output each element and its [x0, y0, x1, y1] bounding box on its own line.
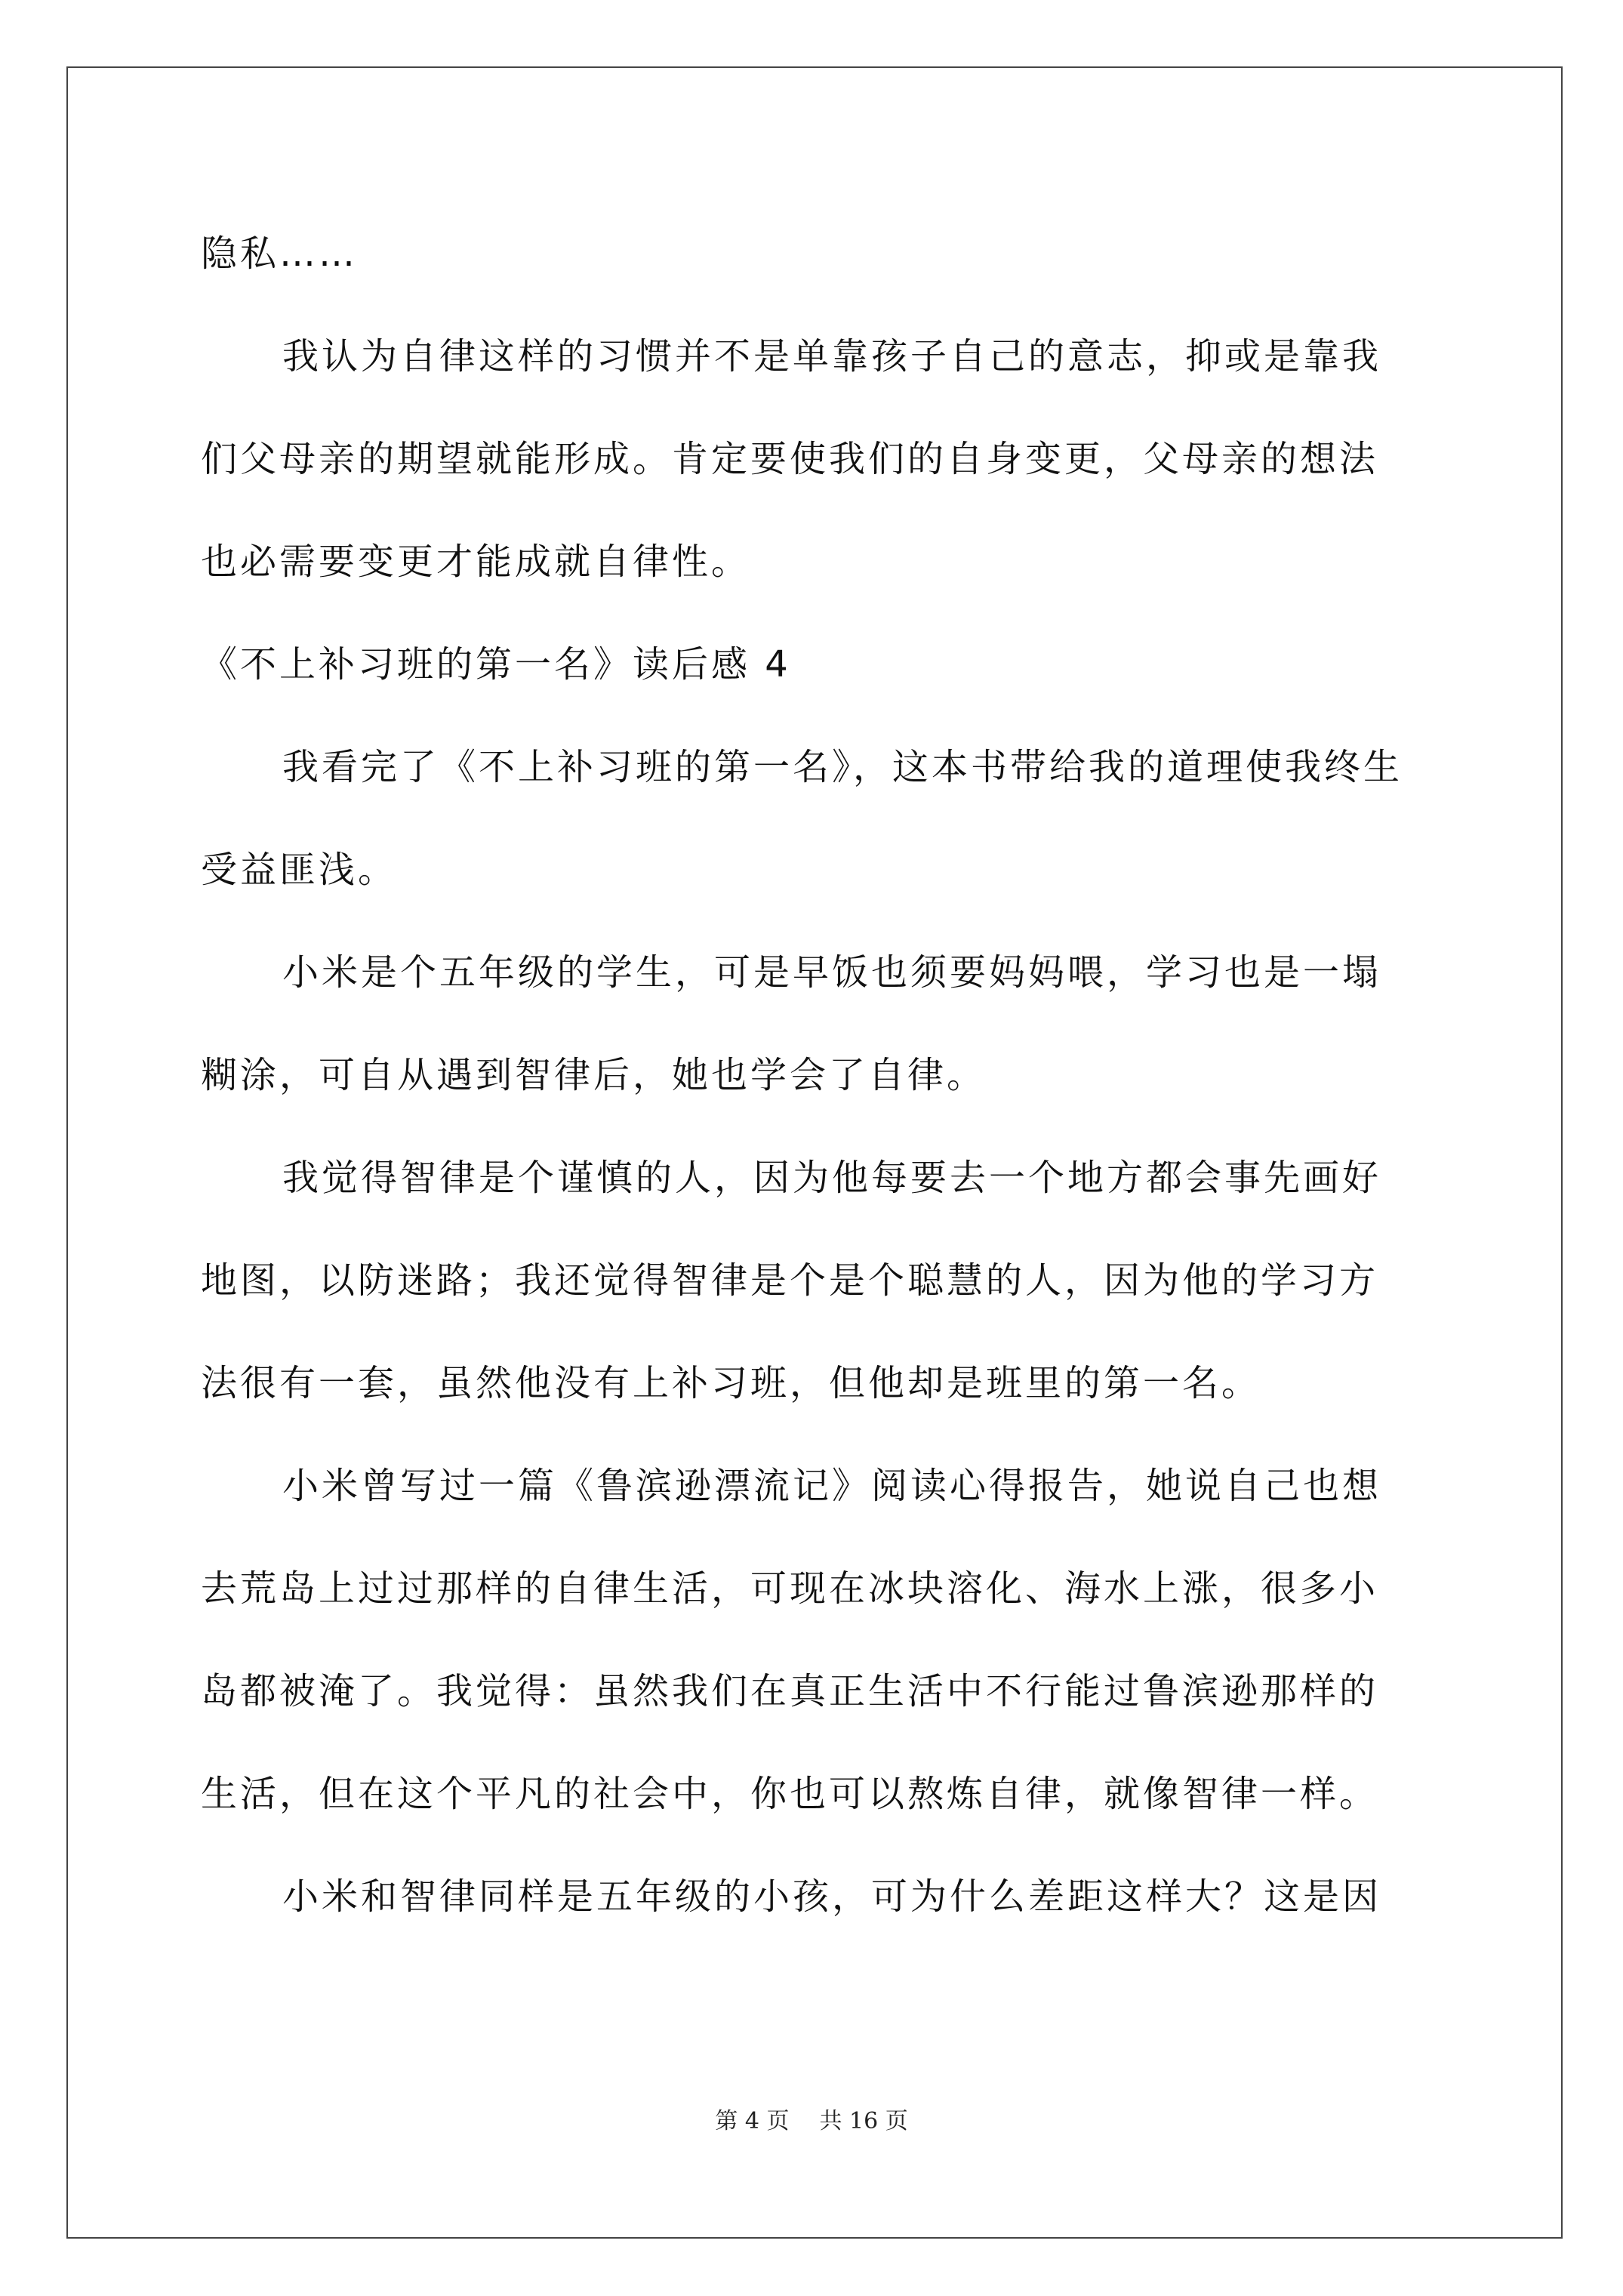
section-heading: 《不上补习班的第一名》读后感 4	[201, 643, 791, 686]
paragraph-line: 我认为自律这样的习惯并不是单靠孩子自己的意志，抑或是靠我	[282, 335, 1382, 378]
paragraph-line: 地图，以防迷路；我还觉得智律是个是个聪慧的人，因为他的学习方	[201, 1259, 1379, 1302]
paragraph-line: 法很有一套，虽然他没有上补习班，但他却是班里的第一名。	[201, 1362, 1261, 1404]
paragraph-line: 生活，但在这个平凡的社会中，你也可以熬炼自律，就像智律一样。	[201, 1773, 1379, 1815]
paragraph-line: 们父母亲的期望就能形成。肯定要使我们的自身变更，父母亲的想法	[201, 438, 1379, 480]
page-total: 共 16 页	[819, 2108, 908, 2134]
paragraph-line: 我看完了《不上补习班的第一名》，这本书带给我的道理使我终生	[282, 746, 1403, 788]
page-number: 第 4 页	[715, 2108, 790, 2134]
paragraph-line: 小米曾写过一篇《鲁滨逊漂流记》阅读心得报告，她说自己也想	[282, 1465, 1382, 1507]
paragraph-line: 岛都被淹了。我觉得：虽然我们在真正生活中不行能过鲁滨逊那样的	[201, 1670, 1379, 1712]
page-footer	[0, 2102, 1623, 2135]
paragraph-line: 受益匪浅。	[201, 849, 398, 891]
paragraph-line: 糊涂，可自从遇到智律后，她也学会了自律。	[201, 1054, 987, 1096]
paragraph-line: 小米和智律同样是五年级的小孩，可为什么差距这样大？这是因	[282, 1875, 1382, 1918]
text-line-continuation: 隐私……	[201, 233, 359, 275]
paragraph-line: 小米是个五年级的学生，可是早饭也须要妈妈喂，学习也是一塌	[282, 951, 1382, 994]
paragraph-line: 也必需要变更才能成就自律性。	[201, 541, 751, 583]
paragraph-line: 去荒岛上过过那样的自律生活，可现在冰块溶化、海水上涨，很多小	[201, 1567, 1379, 1610]
paragraph-line: 我觉得智律是个谨慎的人，因为他每要去一个地方都会事先画好	[282, 1157, 1382, 1199]
